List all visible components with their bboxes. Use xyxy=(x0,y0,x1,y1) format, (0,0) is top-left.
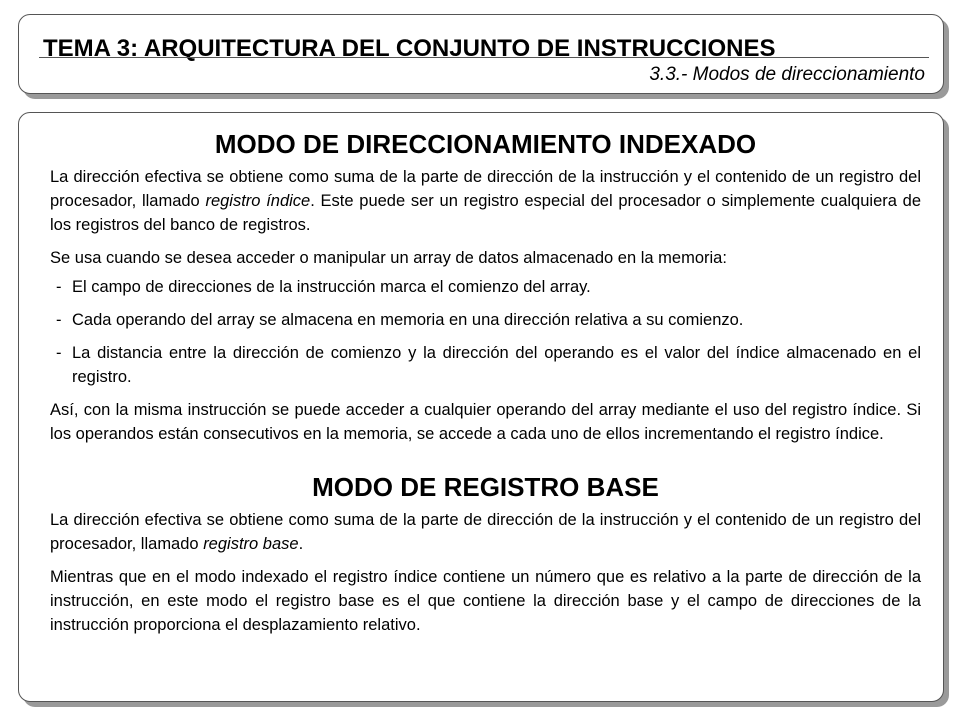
term-registro-indice: registro índice xyxy=(205,192,311,210)
bullet-dash: - xyxy=(56,311,62,329)
header-panel xyxy=(18,14,944,94)
content-panel xyxy=(18,112,944,702)
header-subtitle: 3.3.- Modos de direccionamiento xyxy=(649,64,925,85)
list-item xyxy=(50,275,921,299)
section-title-base: MODO DE REGISTRO BASE xyxy=(312,472,659,502)
paragraph-text: . xyxy=(298,535,304,553)
list-item xyxy=(50,308,921,332)
paragraph-indexado-usage: Se usa cuando se desea acceder o manipular un array de datos almacenado en la memoria: xyxy=(50,249,727,267)
paragraph-base-definition xyxy=(50,508,921,556)
header-divider xyxy=(39,57,929,58)
list-item-text: Cada operando del array se almacena en memoria en una dirección relativa a su comienzo. xyxy=(72,311,744,329)
list-item-text: El campo de direcciones de la instrucción marca el comienzo del array. xyxy=(72,278,591,296)
paragraph-indexado-summary: Así, con la misma instrucción se puede acceder a cualquier operando del array mediante el uso del registro índice. Si los operandos están consecutivos en la memoria, se accede a cada uno de ellos incrementando el registro índice. xyxy=(50,401,921,443)
bullet-dash: - xyxy=(56,278,62,296)
paragraph-base-comparison: Mientras que en el modo indexado el registro índice contiene un número que es relativo a la parte de dirección de la instrucción, en este modo el registro base es el que contiene la dirección base y el campo de direcciones de la instrucción proporciona el desplazamiento relativo. xyxy=(50,568,921,634)
paragraph-text: . Este puede ser un registro especial del procesador o simplemente cualquiera de los registros del banco de registros. xyxy=(50,192,921,234)
content-body xyxy=(50,127,921,637)
header-title: TEMA 3: ARQUITECTURA DEL CONJUNTO DE INSTRUCCIONES xyxy=(43,35,776,62)
section-title-indexado: MODO DE DIRECCIONAMIENTO INDEXADO xyxy=(214,129,757,159)
bullet-dash: - xyxy=(56,344,62,362)
bullet-list xyxy=(50,275,921,389)
paragraph-text: La dirección efectiva se obtiene como suma de la parte de dirección de la instrucción y el contenido de un registro del procesador, llamado xyxy=(50,168,921,210)
paragraph-indexado-definition xyxy=(50,165,921,237)
list-item xyxy=(50,341,921,389)
term-registro-base: registro base xyxy=(203,535,299,553)
list-item-text: La distancia entre la dirección de comienzo y la dirección del operando es el valor del índice almacenado en el registro. xyxy=(72,344,921,386)
paragraph-text: La dirección efectiva se obtiene como suma de la parte de dirección de la instrucción y el contenido de un registro del procesador, llamado xyxy=(50,511,921,553)
